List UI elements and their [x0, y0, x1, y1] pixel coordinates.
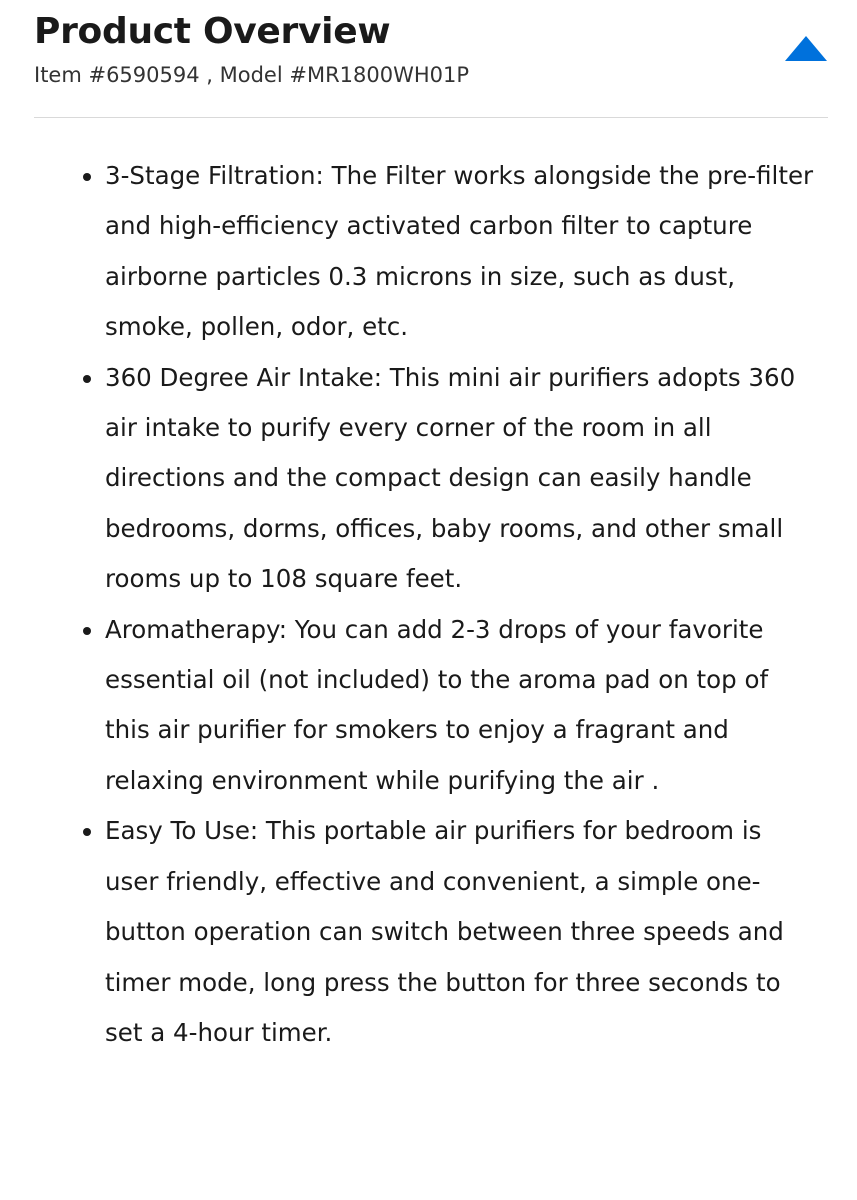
page-title: Product Overview — [34, 11, 391, 52]
list-item: 3-Stage Filtration: The Filter works alongside the pre-filter and high-efficiency activated carbon filter to capture airborne particles 0.3 microns in size, such as dust, smoke, pollen, odor, etc. — [105, 151, 815, 353]
item-model-number: Item #6590594 , Model #MR1800WH01P — [34, 63, 470, 87]
product-overview-header[interactable] — [34, 0, 828, 118]
list-item: 360 Degree Air Intake: This mini air purifiers adopts 360 air intake to purify every corner of the room in all directions and the compact design can easily handle bedrooms, dorms, offices, baby rooms, and other small rooms up to 108 square feet. — [105, 353, 815, 605]
list-item: Aromatherapy: You can add 2-3 drops of your favorite essential oil (not included) to the aroma pad on top of this air purifier for smokers to enjoy a fragrant and relaxing environment while purifying the air . — [105, 605, 815, 807]
chevron-up-icon — [784, 34, 828, 64]
collapse-section-button[interactable] — [784, 34, 828, 64]
list-item: Easy To Use: This portable air purifiers for bedroom is user friendly, effective and convenient, a simple one-button operation can switch between three speeds and timer mode, long press the button for three seconds to set a 4-hour timer. — [105, 806, 815, 1058]
feature-list — [82, 151, 815, 1058]
